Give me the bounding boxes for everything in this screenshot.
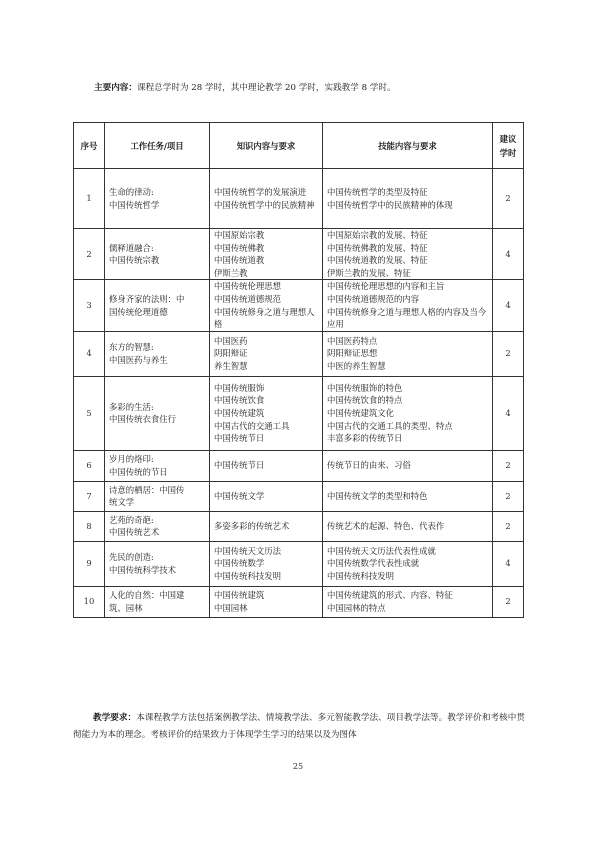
task-cell [105, 376, 210, 450]
page-number: 25 [292, 762, 304, 771]
knowledge-line: 中国传统伦理思想 [214, 281, 281, 292]
suggested-hours: 2 [493, 450, 524, 481]
knowledge-line: 中国古代的交通工具 [214, 420, 290, 431]
table-row [74, 511, 524, 541]
task-line: 艺苑的奇葩: [109, 514, 154, 525]
knowledge-cell [210, 586, 323, 617]
knowledge-line: 中国传统饮食 [214, 395, 265, 406]
row-number: 8 [74, 511, 105, 541]
knowledge-line: 中国传统天文历法 [214, 545, 281, 556]
skill-cell [323, 376, 493, 450]
task-line: 中国传统衣食住行 [109, 414, 176, 425]
task-cell [105, 331, 210, 376]
knowledge-line: 中国传统文学 [214, 490, 265, 501]
knowledge-cell [210, 450, 323, 481]
row-number: 10 [74, 586, 105, 617]
skill-line: 中国园林的特点 [327, 602, 386, 613]
skill-line: 阴阳辩证思想 [327, 348, 378, 359]
skill-cell [323, 586, 493, 617]
knowledge-cell [210, 229, 323, 280]
suggested-hours: 4 [493, 376, 524, 450]
knowledge-cell [210, 331, 323, 376]
knowledge-line: 中国传统佛教 [214, 242, 265, 253]
task-line: 中国医药与养生 [109, 354, 168, 365]
header-skill: 技能内容与要求 [323, 123, 493, 169]
knowledge-line: 中国传统建筑 [214, 590, 265, 601]
knowledge-cell [210, 280, 323, 331]
suggested-hours: 2 [493, 169, 524, 229]
skill-line: 中国传统服饰的特色 [327, 382, 403, 393]
task-line: 先民的创造: [109, 552, 154, 563]
knowledge-line: 中国传统节日 [214, 433, 265, 444]
table-row [74, 280, 524, 331]
skill-line: 中国传统文学的类型和特色 [327, 490, 428, 501]
knowledge-line: 中国传统道德规范 [214, 293, 281, 304]
knowledge-line: 多姿多彩的传统艺术 [214, 520, 290, 531]
skill-cell [323, 280, 493, 331]
skill-line: 中国传统哲学的类型及特征 [327, 186, 428, 197]
requirement-label: 教学要求： [93, 713, 137, 723]
task-cell [105, 511, 210, 541]
knowledge-cell [210, 511, 323, 541]
skill-cell [323, 511, 493, 541]
knowledge-line: 中国传统科技发明 [214, 571, 281, 582]
skill-cell [323, 541, 493, 586]
task-cell [105, 586, 210, 617]
task-line: 中国传统科学技术 [109, 564, 176, 575]
header-task: 工作任务/项目 [105, 123, 210, 169]
knowledge-line: 养生智慧 [214, 361, 248, 372]
skill-line: 中国传统修身之道与理想人格的内容及当今应用 [327, 306, 487, 330]
suggested-hours: 2 [493, 586, 524, 617]
knowledge-line: 中国传统服饰 [214, 382, 265, 393]
skill-cell [323, 331, 493, 376]
row-number: 2 [74, 229, 105, 280]
task-cell [105, 450, 210, 481]
knowledge-cell [210, 541, 323, 586]
suggested-hours: 2 [493, 511, 524, 541]
task-line: 筑、园林 [109, 602, 143, 613]
knowledge-cell [210, 376, 323, 450]
task-line: 中国传统的节日 [109, 466, 168, 477]
knowledge-line: 中国传统哲学的发展演进 [214, 186, 307, 197]
skill-line: 中国医药特点 [327, 335, 378, 346]
row-number: 9 [74, 541, 105, 586]
table-row [74, 541, 524, 586]
row-number: 3 [74, 280, 105, 331]
header-num: 序号 [74, 123, 105, 169]
row-number: 1 [74, 169, 105, 229]
table-row [74, 229, 524, 280]
task-line: 东方的智慧: [109, 342, 154, 353]
skill-cell [323, 169, 493, 229]
skill-cell [323, 450, 493, 481]
table-header-row [74, 123, 524, 169]
knowledge-cell [210, 169, 323, 229]
skill-line: 中国传统饮食的特点 [327, 395, 403, 406]
skill-line: 中国传统数学代表性成就 [327, 558, 420, 569]
knowledge-line: 伊斯兰教 [214, 267, 248, 278]
teaching-requirement-paragraph [73, 710, 525, 744]
skill-line: 中国传统哲学中的民族精神的体现 [327, 199, 453, 210]
intro-text: 课程总学时为 28 学时，其中理论教学 20 学时，实践教学 8 学时。 [136, 83, 396, 93]
suggested-hours: 2 [493, 331, 524, 376]
task-line: 诗意的栖居：中国传 [109, 484, 185, 495]
task-line: 多彩的生活: [109, 401, 154, 412]
knowledge-line: 中国传统数学 [214, 558, 265, 569]
intro-paragraph [94, 81, 396, 93]
suggested-hours: 4 [493, 229, 524, 280]
task-cell [105, 169, 210, 229]
table-row [74, 376, 524, 450]
knowledge-cell [210, 481, 323, 511]
task-cell [105, 229, 210, 280]
skill-line: 伊斯兰教的发展、特征 [327, 267, 411, 278]
skill-line: 中医的养生智慧 [327, 361, 386, 372]
table-row [74, 169, 524, 229]
suggested-hours: 2 [493, 481, 524, 511]
knowledge-line: 中国原始宗教 [214, 230, 265, 240]
row-number: 7 [74, 481, 105, 511]
knowledge-line: 中国传统哲学中的民族精神 [214, 199, 315, 210]
skill-cell [323, 481, 493, 511]
task-line: 中国传统艺术 [109, 527, 160, 538]
knowledge-line: 中国传统修身之道与理想人格 [214, 306, 315, 330]
row-number: 5 [74, 376, 105, 450]
header-hours: 建议学时 [493, 123, 524, 169]
task-line: 中国传统哲学 [109, 199, 160, 210]
table-row [74, 481, 524, 511]
skill-line: 中国传统建筑的形式、内容、特征 [327, 590, 453, 601]
suggested-hours: 4 [493, 280, 524, 331]
row-number: 6 [74, 450, 105, 481]
skill-line: 中国传统天文历法代表性成就 [327, 545, 436, 556]
intro-label: 主要内容： [94, 83, 137, 93]
table-row [74, 450, 524, 481]
table-row [74, 331, 524, 376]
skill-line: 中国传统道教的发展、特征 [327, 255, 428, 266]
knowledge-line: 中国园林 [214, 602, 248, 613]
task-line: 儒释道融合: [109, 242, 154, 253]
knowledge-line: 中国医药 [214, 335, 248, 346]
skill-line: 中国传统伦理思想的内容和主旨 [327, 281, 445, 292]
header-knowledge: 知识内容与要求 [210, 123, 323, 169]
task-line: 生命的律动: [109, 186, 154, 197]
skill-line: 中国传统科技发明 [327, 571, 394, 582]
task-line: 修身齐家的法则：中 [109, 293, 185, 304]
knowledge-line: 中国传统节日 [214, 460, 265, 471]
task-cell [105, 280, 210, 331]
skill-cell [323, 229, 493, 280]
knowledge-line: 阴阳辩证 [214, 348, 248, 359]
skill-line: 中国传统佛教的发展、特征 [327, 242, 428, 253]
skill-line: 传统艺术的起源、特色、代表作 [327, 520, 445, 531]
skill-line: 中国原始宗教的发展、特征 [327, 230, 428, 240]
task-cell [105, 481, 210, 511]
skill-line: 丰富多彩的传统节日 [327, 433, 403, 444]
skill-line: 中国传统道德规范的内容 [327, 293, 420, 304]
task-line: 岁月的烙印: [109, 454, 154, 465]
task-cell [105, 541, 210, 586]
task-line: 统文学 [109, 497, 135, 508]
knowledge-line: 中国传统道教 [214, 255, 265, 266]
skill-line: 中国古代的交通工具的类型、特点 [327, 420, 453, 431]
task-line: 中国传统宗教 [109, 255, 160, 266]
knowledge-line: 中国传统建筑 [214, 407, 265, 418]
requirement-text: 本课程教学方法包括案例教学法、情境教学法、多元智能教学法、项目教学法等。教学评价和考核中贯彻能力为本的理念。考核评价的结果致力于体现学生学习的结果以及为图体 [73, 713, 525, 740]
row-number: 4 [74, 331, 105, 376]
skill-line: 传统节日的由来、习俗 [327, 460, 411, 471]
table-body [74, 169, 524, 618]
skill-line: 中国传统建筑文化 [327, 407, 394, 418]
task-line: 国传统伦理道德 [109, 306, 168, 317]
task-line: 人化的自然：中国建 [109, 590, 185, 601]
table-row [74, 586, 524, 617]
suggested-hours: 4 [493, 541, 524, 586]
course-content-table [73, 122, 524, 618]
